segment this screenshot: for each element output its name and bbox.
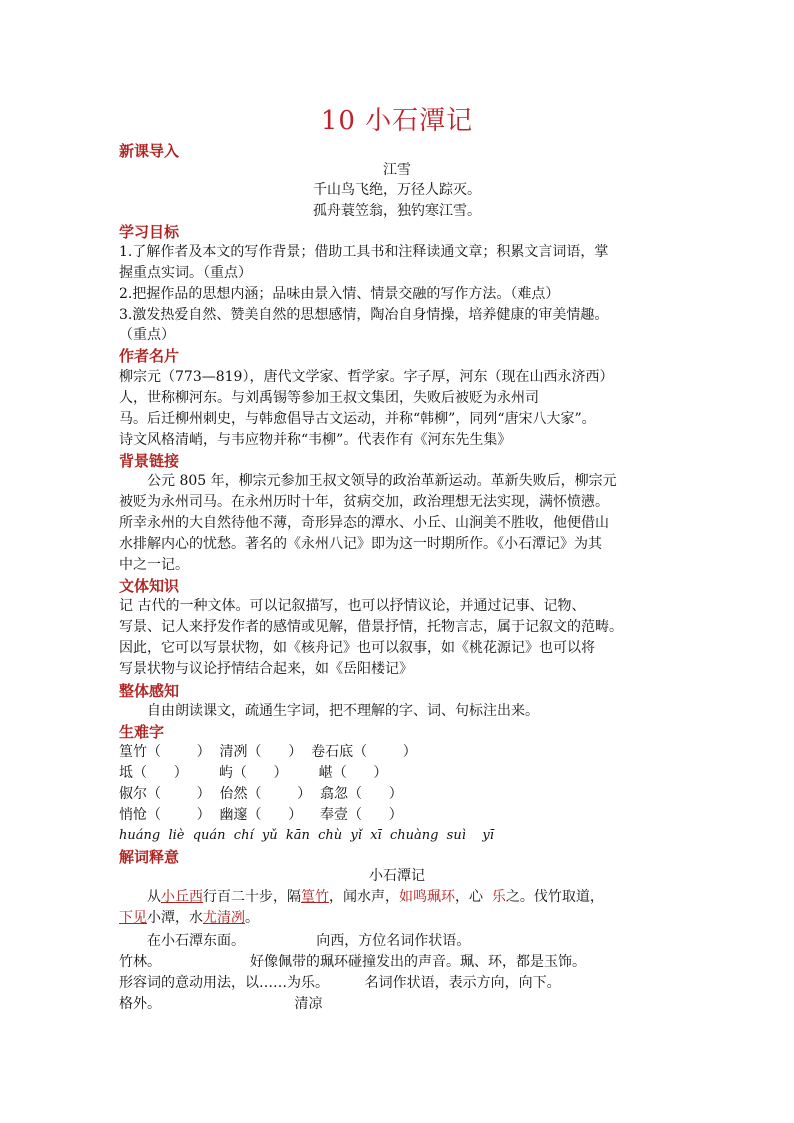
goal-line: （重点） [119, 327, 175, 343]
annotated-phrase: 篁竹 [301, 889, 329, 905]
vocab-row: 俶尔（ ） 佁然（ ） 翕忽（ ） [119, 786, 403, 802]
note-line: 竹林。 好像佩带的珮环碰撞发出的声音。珮、环，都是玉饰。 [119, 954, 587, 970]
page-title: 10 小石潭记 [320, 106, 474, 136]
section-heading-explain: 解词释意 [119, 848, 180, 866]
overall-line: 自由朗读课文，疏通生字词，把不理解的字、词、句标注出来。 [147, 703, 539, 719]
pinyin-row: huáng liè quán chí yǔ kān chù yǐ xī chuàng suì yī [119, 828, 494, 843]
section-heading-overall: 整体感知 [119, 682, 180, 700]
section-heading-background: 背景链接 [119, 452, 180, 470]
background-line: 水排解内心的忧愁。著名的《永州八记》即为这一时期所作。《小石潭记》为其 [119, 536, 602, 552]
text-paragraph-line: 从小丘西行百二十步，隔篁竹，闻水声，如鸣珮环，心 乐之。伐竹取道， [147, 889, 604, 905]
background-line: 所幸永州的大自然待他不薄，奇形异态的潭水、小丘、山涧美不胜收，他便借山 [119, 515, 609, 531]
section-heading-vocab: 生难字 [119, 723, 165, 741]
goal-line: 3.激发热爱自然、赞美自然的思想感情，陶冶自身情操，培养健康的审美情趣。 [119, 307, 609, 323]
section-heading-goals: 学习目标 [119, 223, 180, 241]
author-line: 马。后迁柳州刺史，与韩愈倡导古文运动，并称“韩柳”，同列“唐宋八大家”。 [119, 411, 596, 427]
annotated-phrase: 尤清冽 [203, 910, 245, 926]
genre-line: 写景状物与议论抒情结合起来，如《岳阳楼记》 [119, 661, 413, 677]
note-line: 格外。 清凉 [119, 996, 323, 1012]
vocab-row: 悄怆（ ） 幽邃（ ） 奉壹（ ） [119, 807, 403, 823]
annotated-phrase: 小丘西 [161, 889, 203, 905]
genre-line: 因此，它可以写景状物，如《核舟记》也可以叙事，如《桃花源记》也可以将 [119, 640, 595, 656]
poem-line: 孤舟蓑笠翁，独钓寒江雪。 [313, 203, 481, 219]
background-line: 被贬为永州司马。在永州历时十年，贫病交加，政治理想无法实现，满怀愤懑。 [119, 494, 609, 510]
text-subtitle: 小石潭记 [369, 868, 425, 884]
poem-line: 千山鸟飞绝，万径人踪灭。 [313, 182, 481, 198]
author-line: 柳宗元（773—819），唐代文学家、哲学家。字子厚，河东（现在山西永济西） [119, 369, 614, 385]
annotated-phrase: 如鸣珮环 [399, 889, 455, 905]
note-line: 形容词的意动用法，以……为乐。 名词作状语，表示方向，向下。 [119, 975, 561, 991]
vocab-row: 坻（ ） 屿（ ） 嵁（ ） [119, 765, 388, 781]
background-line: 公元 805 年，柳宗元参加王叔文领导的政治革新运动。革新失败后，柳宗元 [147, 473, 617, 489]
poem-title: 江雪 [383, 162, 411, 178]
note-line: 在小石潭东面。 向西，方位名词作状语。 [147, 933, 471, 949]
annotated-phrase: 下见 [119, 910, 147, 926]
author-line: 人，世称柳河东。与刘禹锡等参加王叔文集团，失败后被贬为永州司 [119, 390, 539, 406]
section-heading-author: 作者名片 [119, 347, 180, 365]
vocab-row: 篁竹（ ） 清冽（ ） 卷石底（ ） [119, 744, 417, 760]
section-heading-genre: 文体知识 [119, 577, 180, 595]
annotated-phrase: 乐 [491, 889, 506, 905]
background-line: 中之一记。 [119, 557, 189, 573]
genre-line: 记 古代的一种文体。可以记叙描写，也可以抒情议论，并通过记事、记物、 [119, 598, 586, 614]
author-line: 诗文风格清峭，与韦应物并称“韦柳”。代表作有《河东先生集》 [119, 432, 512, 448]
text-paragraph-line: 下见小潭，水尤清冽。 [119, 910, 259, 926]
goal-line: 2.把握作品的思想内涵；品味由景入情、情景交融的写作方法。（难点） [119, 286, 560, 302]
section-heading-intro: 新课导入 [119, 142, 180, 160]
goal-line: 握重点实词。（重点） [119, 265, 252, 281]
genre-line: 写景、记人来抒发作者的感情或见解，借景抒情，托物言志，属于记叙文的范畴。 [119, 619, 623, 635]
goal-line: 1.了解作者及本文的写作背景；借助工具书和注释读通文章；积累文言词语，掌 [119, 244, 609, 260]
